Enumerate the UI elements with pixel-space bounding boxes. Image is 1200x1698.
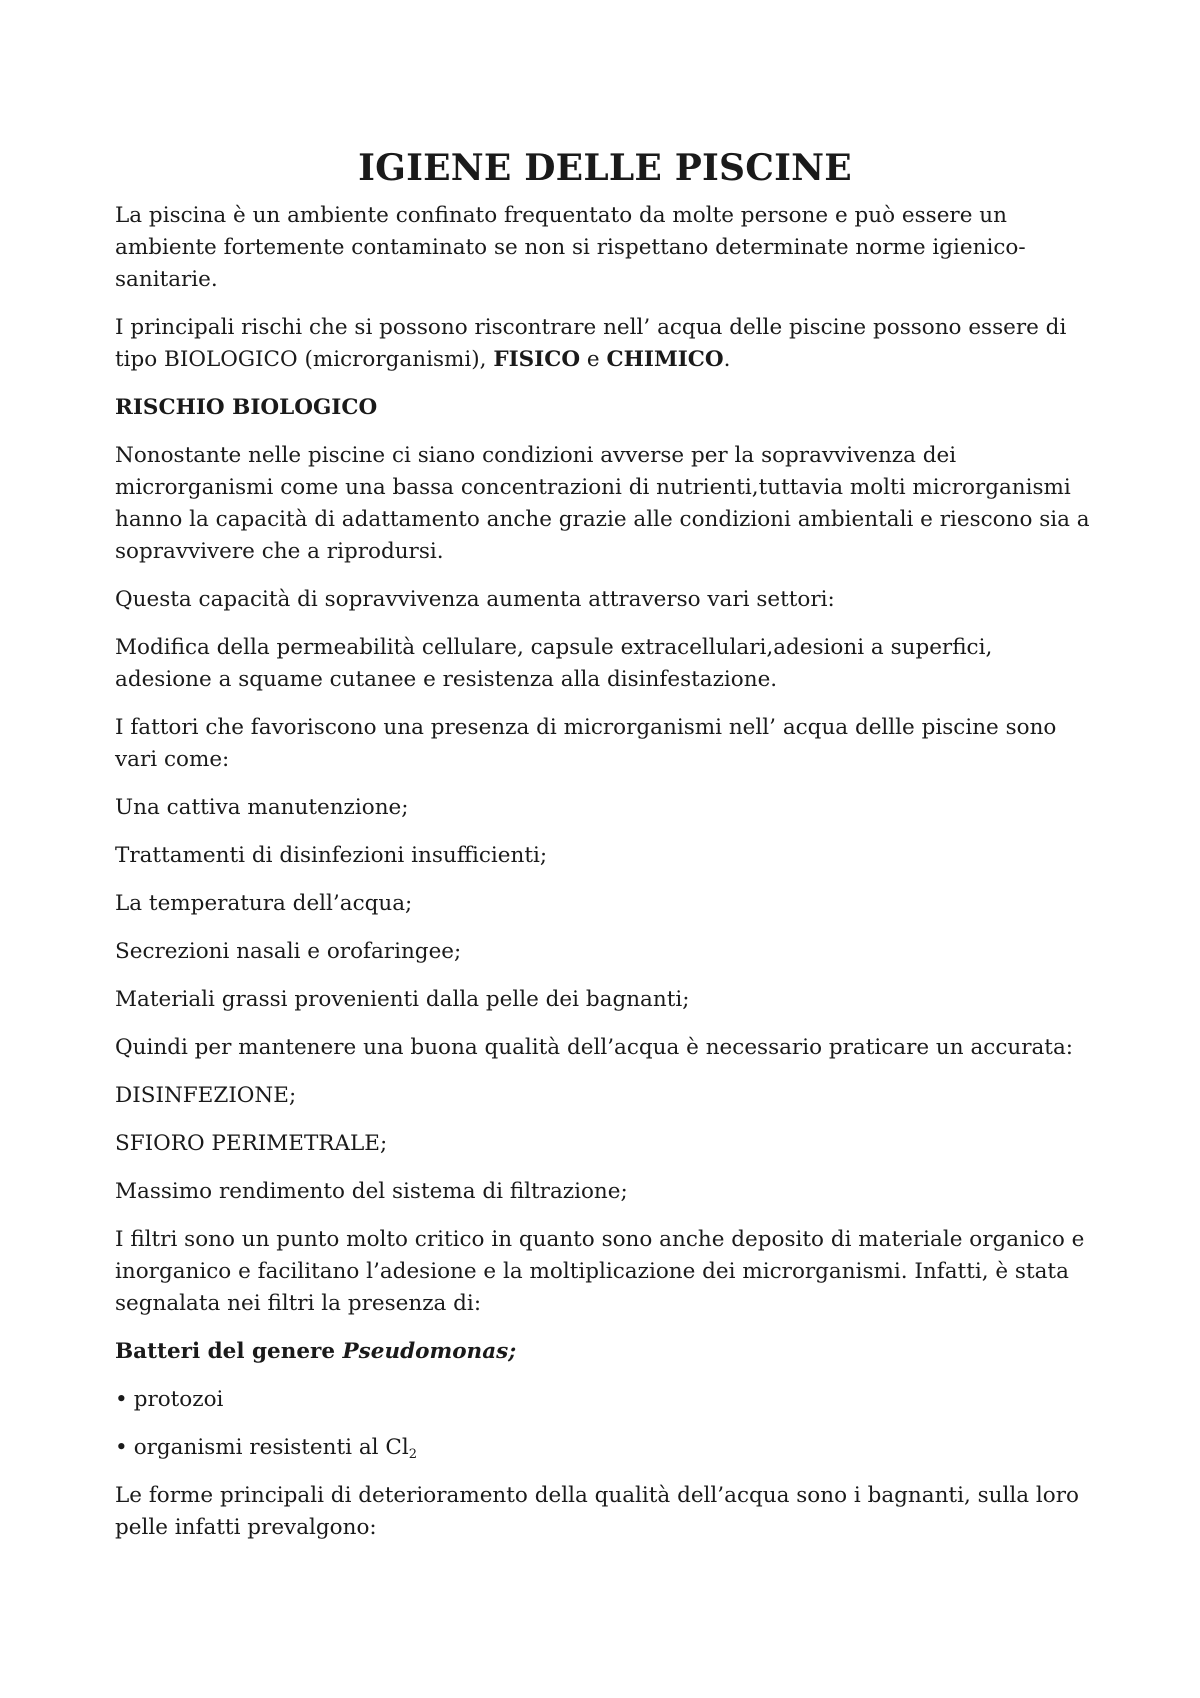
risks-conjunction: e	[580, 347, 607, 372]
bullet-item-cl-resistant	[115, 1432, 1095, 1464]
document-body	[115, 146, 1095, 1560]
biological-paragraph-1: Nonostante nelle piscine ci siano condizioni avverse per la sopravvivenza dei microrganismi come una bassa concentrazioni di nutrienti,tuttavia molti microrganismi hanno la capacità di adattamento anche grazie alle condizioni ambientali e riescono sia a sopravvivere che a riprodursi.	[115, 443, 1090, 564]
deterioration-paragraph: Le forme principali di deterioramento della qualità dell’acqua sono i bagnanti, sulla loro pelle infatti prevalgono:	[115, 1483, 1079, 1540]
bacteria-prefix: Batteri del genere	[115, 1339, 343, 1364]
bullet-dot-icon: •	[115, 1387, 128, 1412]
bullet-item-protozoi	[115, 1384, 1095, 1416]
bullet-dot-icon: •	[115, 1435, 128, 1460]
intro-paragraph: La piscina è un ambiente confinato frequentato da molte persone e può essere un ambiente fortemente contaminato se non si rispettano determinate norme igienico-sanitarie.	[115, 203, 1026, 292]
risk-chimico: CHIMICO	[606, 347, 724, 372]
factor-item: Secrezioni nasali e orofaringee;	[115, 939, 462, 964]
section-heading-biological: RISCHIO BIOLOGICO	[115, 395, 378, 420]
factor-item: Materiali grassi provenienti dalla pelle dei bagnanti;	[115, 987, 690, 1012]
chlorine-subscript: 2	[408, 1447, 417, 1462]
bacteria-genus: Pseudomonas;	[342, 1339, 517, 1364]
risks-end: .	[723, 347, 731, 372]
risks-paragraph	[115, 312, 1095, 376]
bullet-text: protozoi	[133, 1387, 224, 1412]
biological-paragraph-2: Questa capacità di sopravvivenza aumenta attraverso vari settori:	[115, 587, 835, 612]
page-title: IGIENE DELLE PISCINE	[358, 147, 852, 189]
bullet-text: organismi resistenti al Cl	[133, 1435, 409, 1460]
measure-item: SFIORO PERIMETRALE;	[115, 1131, 388, 1156]
measure-item: DISINFEZIONE;	[115, 1083, 297, 1108]
biological-paragraph-3: Modifica della permeabilità cellulare, capsule extracellulari,adesioni a superfici, adesione a squame cutanee e resistenza alla disinfestazione.	[115, 635, 993, 692]
biological-paragraph-4: I fattori che favoriscono una presenza di microrganismi nell’ acqua dellle piscine sono vari come:	[115, 715, 1057, 772]
risks-text: I principali rischi che si possono riscontrare nell’ acqua delle piscine possono essere di tipo BIOLOGICO (microrganismi),	[115, 315, 1067, 372]
filters-paragraph: I filtri sono un punto molto critico in quanto sono anche deposito di materiale organico e inorganico e facilitano l’adesione e la moltiplicazione dei microrganismi. Infatti, è stata segnalata nei filtri la presenza di:	[115, 1227, 1085, 1316]
factor-item: La temperatura dell’acqua;	[115, 891, 413, 916]
bacteria-line	[115, 1336, 1095, 1368]
risk-fisico: FISICO	[493, 347, 581, 372]
measure-item: Massimo rendimento del sistema di filtrazione;	[115, 1179, 628, 1204]
biological-paragraph-5: Quindi per mantenere una buona qualità dell’acqua è necessario praticare un accurata:	[115, 1035, 1074, 1060]
factor-item: Trattamenti di disinfezioni insufficienti;	[115, 843, 548, 868]
factor-item: Una cattiva manutenzione;	[115, 795, 409, 820]
